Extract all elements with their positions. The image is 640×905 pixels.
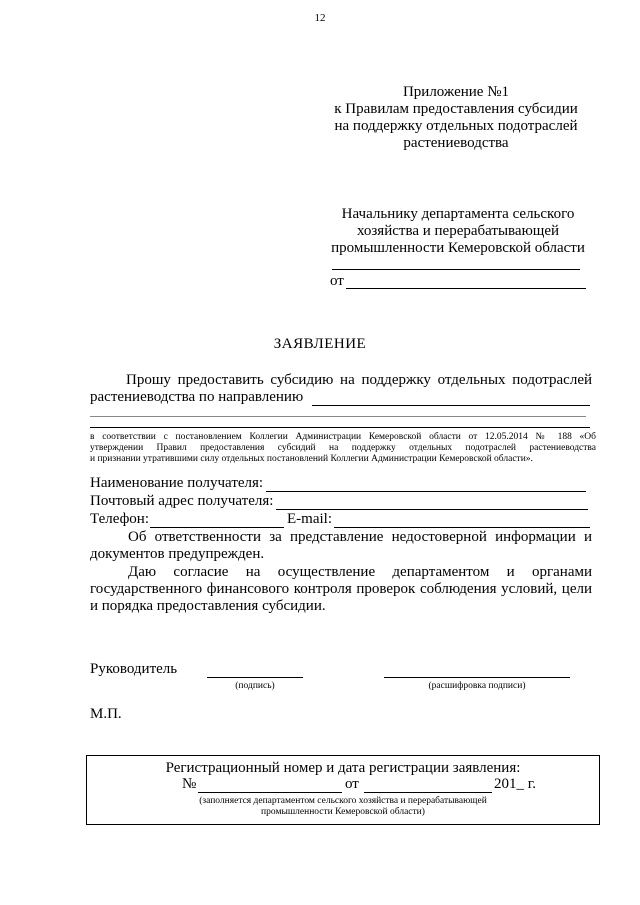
registration-from-label: от (345, 776, 359, 792)
separator-line (90, 427, 590, 428)
appendix-line: на поддержку отдельных подотраслей (334, 118, 578, 134)
registration-number-sign: № (182, 776, 197, 792)
legal-note-line: и признании утратившими силу отдельных постановлений Коллегии Администрации Кемеровской области». (90, 454, 533, 464)
postal-address-field[interactable] (276, 509, 588, 510)
signature-decoding-caption: (расшифровка подписи) (428, 681, 526, 691)
addressee-line: промышленности Кемеровской области (331, 240, 585, 256)
email-label: E-mail: (287, 511, 332, 527)
registration-note-line: (заполняется департаментом сельского хозяйства и перерабатывающей (199, 796, 487, 806)
registration-title: Регистрационный номер и дата регистрации заявления: (165, 760, 521, 776)
registration-date-field[interactable] (364, 792, 492, 793)
stamp-label: М.П. (90, 706, 122, 722)
appendix-line: к Правилам предоставления субсидии (334, 101, 578, 117)
appendix-line: Приложение №1 (402, 84, 510, 100)
request-line-1: Прошу предоставить субсидию на поддержку отдельных подотраслей (126, 372, 592, 388)
recipient-name-field[interactable] (266, 491, 586, 492)
request-line-2: растениеводства по направлению (90, 389, 304, 405)
addressee-blank-line[interactable] (332, 269, 580, 270)
phone-field[interactable] (150, 527, 284, 528)
appendix-line: растениеводства (403, 135, 509, 151)
postal-address-label: Почтовый адрес получателя: (90, 493, 274, 509)
addressee-line: Начальнику департамента сельского (341, 206, 575, 222)
signature-decoding-field[interactable] (384, 677, 570, 678)
consent-line-2: государственного финансового контроля проверок соблюдения условий, цели (90, 581, 592, 597)
email-field[interactable] (334, 527, 590, 528)
addressee-from-label: от (330, 273, 344, 289)
direction-field[interactable] (312, 405, 590, 406)
signature-role: Руководитель (90, 661, 178, 677)
registration-note-line: промышленности Кемеровской области) (261, 807, 425, 817)
registration-number-field[interactable] (198, 792, 342, 793)
responsibility-line-1: Об ответственности за представление недостоверной информации и (128, 529, 592, 545)
signature-field[interactable] (207, 677, 303, 678)
phone-label: Телефон: (90, 511, 149, 527)
consent-line-3: и порядка предоставления субсидии. (90, 598, 326, 614)
legal-note-line: в соответствии с постановлением Коллегии Администрации Кемеровской области от 12.05.2014 № 188 «Об (90, 432, 596, 442)
recipient-name-label: Наименование получателя: (90, 475, 264, 491)
addressee-from-field[interactable] (346, 288, 586, 289)
page-number: 12 (314, 12, 326, 24)
signature-caption: (подпись) (235, 681, 275, 691)
legal-note-line: утверждении Правил предоставления субсидий на поддержку отдельных подотраслей растениеводства (90, 443, 596, 453)
document-title: ЗАЯВЛЕНИЕ (273, 336, 367, 352)
responsibility-line-2: документов предупрежден. (90, 546, 265, 562)
registration-year: 201_ г. (494, 776, 536, 792)
addressee-line: хозяйства и перерабатывающей (356, 223, 560, 239)
consent-line-1: Даю согласие на осуществление департаментом и органами (128, 564, 592, 580)
direction-field-continued[interactable] (90, 416, 586, 417)
